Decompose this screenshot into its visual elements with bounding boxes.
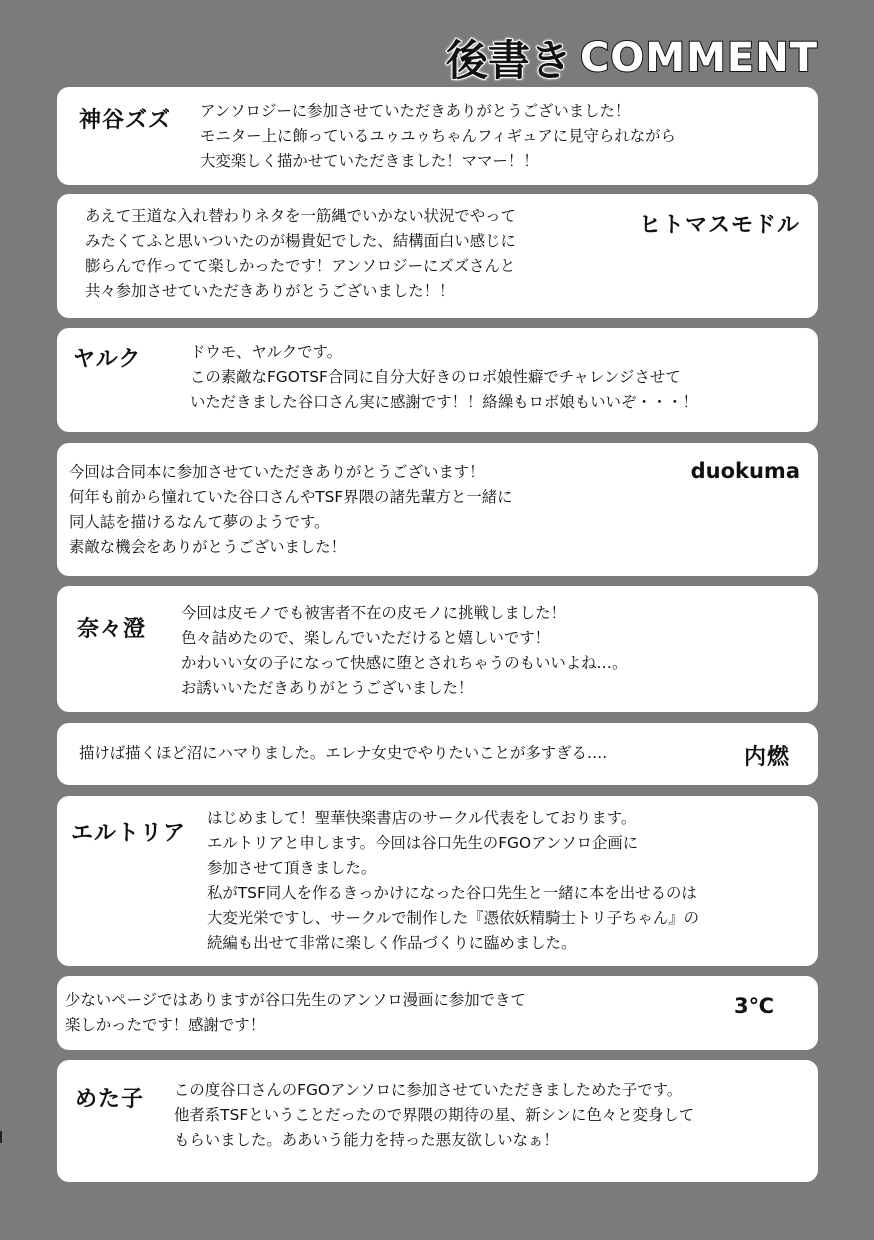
- page-title-jp: 後書き: [445, 36, 572, 85]
- comment-box: [57, 328, 818, 432]
- comment-text: [207, 806, 699, 956]
- page-title-en: COMMENT: [579, 35, 818, 81]
- comment-author: 奈々澄: [77, 617, 147, 642]
- comment-line: 少ないページではありますが谷口先生のアンソロ漫画に参加できて: [65, 991, 526, 1009]
- comment-box: [57, 194, 818, 318]
- comment-line: 色々詰めたので、楽しんでいただけると嬉しいです！: [181, 629, 551, 647]
- comment-line: この度谷口さんのFGOアンソロに参加させていただきましためた子です。: [174, 1081, 683, 1099]
- comment-author: エルトリア: [71, 821, 187, 846]
- comment-text: [85, 204, 516, 304]
- comment-box: [57, 723, 818, 785]
- comment-line: はじめまして！聖華快楽書店のサークル代表をしております。: [207, 809, 637, 827]
- comment-line: 続編も出せて非常に楽しく作品づくりに臨めました。: [207, 934, 577, 952]
- comment-line: かわいい女の子になって快感に堕とされちゃうのもいいよね…。: [181, 654, 628, 672]
- comment-line: 素敵な機会をありがとうございました！: [69, 538, 347, 556]
- comment-line: 今回は合同本に参加させていただきありがとうございます！: [69, 463, 485, 481]
- comment-line: 何年も前から憧れていた谷口さんやTSF界隈の諸先輩方と一緒に: [69, 488, 513, 506]
- comment-box: [57, 87, 818, 185]
- comment-box: [57, 1060, 818, 1182]
- comment-line: 参加させて頂きました。: [207, 859, 377, 877]
- comment-line: エルトリアと申します。今回は谷口先生のFGOアンソロ企画に: [207, 834, 639, 852]
- comment-line: 描けば描くほど沼にハマりました。エレナ女史でやりたいことが多すぎる….: [79, 744, 608, 762]
- comment-author: 内燃: [743, 745, 790, 770]
- comment-line: モニター上に飾っているユゥユゥちゃんフィギュアに見守られながら: [200, 127, 676, 145]
- comment-text: [174, 1078, 694, 1153]
- comment-line: 大変楽しく描かせていただきました！ママー！！: [200, 152, 539, 170]
- page-edge-mark: [0, 1131, 6, 1143]
- comment-text: [79, 741, 607, 766]
- comment-text: [200, 99, 676, 174]
- comment-text: [181, 601, 627, 701]
- comment-author: duokuma: [690, 459, 800, 483]
- comment-line: 今回は皮モノでも被害者不在の皮モノに挑戦しました！: [181, 604, 566, 622]
- comment-line: この素敵なFGOTSF合同に自分大好きのロボ娘性癖でチャレンジさせて: [190, 368, 681, 386]
- comment-line: 私がTSF同人を作るきっかけになった谷口先生と一緒に本を出せるのは: [207, 884, 697, 902]
- comment-line: あえて王道な入れ替わりネタを一筋縄でいかない状況でやって: [85, 207, 516, 225]
- comment-box: [57, 976, 818, 1050]
- comment-text: [69, 460, 513, 560]
- comment-line: アンソロジーに参加させていただきありがとうございました！: [200, 102, 631, 120]
- comment-line: 他者系TSFということだったので界隈の期待の星、新シンに色々と変身して: [174, 1106, 695, 1124]
- comment-line: 楽しかったです！感謝です！: [65, 1016, 266, 1034]
- comment-box: [57, 443, 818, 576]
- comment-line: ドウモ、ヤルクです。: [190, 343, 343, 361]
- comment-author: めた子: [75, 1087, 145, 1112]
- comment-line: お誘いいただきありがとうございました！: [181, 679, 474, 697]
- comment-line: 共々参加させていただきありがとうございました！！: [85, 282, 455, 300]
- comment-line: いただきました谷口さん実に感謝です！！絡繰もロボ娘もいいぞ・・・！: [190, 393, 698, 411]
- comment-box: [57, 796, 818, 966]
- comment-line: みたくてふと思いついたのが楊貴妃でした、結構面白い感じに: [85, 232, 516, 250]
- comment-line: 膨らんで作ってて楽しかったです！アンソロジーにズズさんと: [85, 257, 516, 275]
- comment-author: 3℃: [733, 994, 774, 1018]
- comment-line: 大変光栄ですし、サークルで制作した『憑依妖精騎士トリ子ちゃん』の: [207, 909, 700, 927]
- comment-author: ヤルク: [73, 347, 142, 372]
- comment-text: [190, 340, 698, 415]
- page-header: [446, 28, 818, 88]
- comment-author: ヒトマスモドル: [638, 213, 800, 238]
- comment-author: 神谷ズズ: [79, 108, 172, 133]
- comment-text: [65, 988, 526, 1038]
- comment-box: [57, 586, 818, 712]
- comment-line: もらいました。ああいう能力を持った悪友欲しいなぁ！: [174, 1131, 559, 1149]
- comment-line: 同人誌を描けるなんて夢のようです。: [69, 513, 330, 531]
